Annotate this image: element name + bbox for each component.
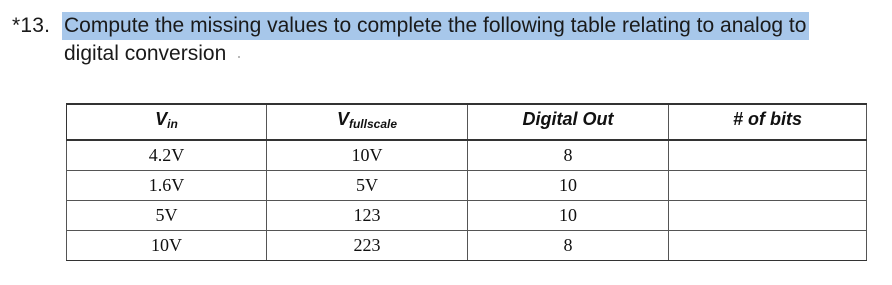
cell-vfullscale: 5V: [267, 171, 468, 201]
adc-table: [66, 103, 867, 261]
cell-vin: 1.6V: [67, 171, 267, 201]
cell-bits[interactable]: [669, 231, 867, 261]
header-vin: [67, 104, 267, 140]
cell-vfullscale: 123: [267, 201, 468, 231]
cell-vin: 5V: [67, 201, 267, 231]
table-header-row: [67, 104, 867, 140]
cell-digital-out: 8: [468, 231, 669, 261]
cell-vfullscale: 223: [267, 231, 468, 261]
cell-vin: 10V: [67, 231, 267, 261]
cell-bits[interactable]: [669, 140, 867, 171]
header-vfullscale-subscript: fullscale: [348, 117, 398, 131]
cell-bits[interactable]: [669, 201, 867, 231]
table-row: [67, 140, 867, 171]
cell-bits[interactable]: [669, 171, 867, 201]
question-number: *13.: [12, 14, 51, 37]
cell-vin: 4.2V: [67, 140, 267, 171]
cell-digital-out: 10: [468, 201, 669, 231]
header-vin-symbol: V: [155, 109, 168, 129]
table-row: [67, 171, 867, 201]
cell-digital-out: 10: [468, 171, 669, 201]
cell-vfullscale: 10V: [267, 140, 468, 171]
table-row: [67, 201, 867, 231]
header-vin-subscript: in: [167, 117, 178, 131]
stray-mark: [238, 56, 240, 58]
header-digital-out: Digital Out: [468, 104, 669, 140]
question-line-2: digital conversion: [64, 42, 227, 65]
header-bits: # of bits: [669, 104, 867, 140]
table-row: [67, 231, 867, 261]
header-vfullscale: [267, 104, 468, 140]
header-vfullscale-symbol: V: [336, 109, 349, 129]
question-line-1-selected[interactable]: Compute the missing values to complete the following table relating to analog to: [62, 12, 809, 40]
question-text: [64, 12, 824, 68]
cell-digital-out: 8: [468, 140, 669, 171]
